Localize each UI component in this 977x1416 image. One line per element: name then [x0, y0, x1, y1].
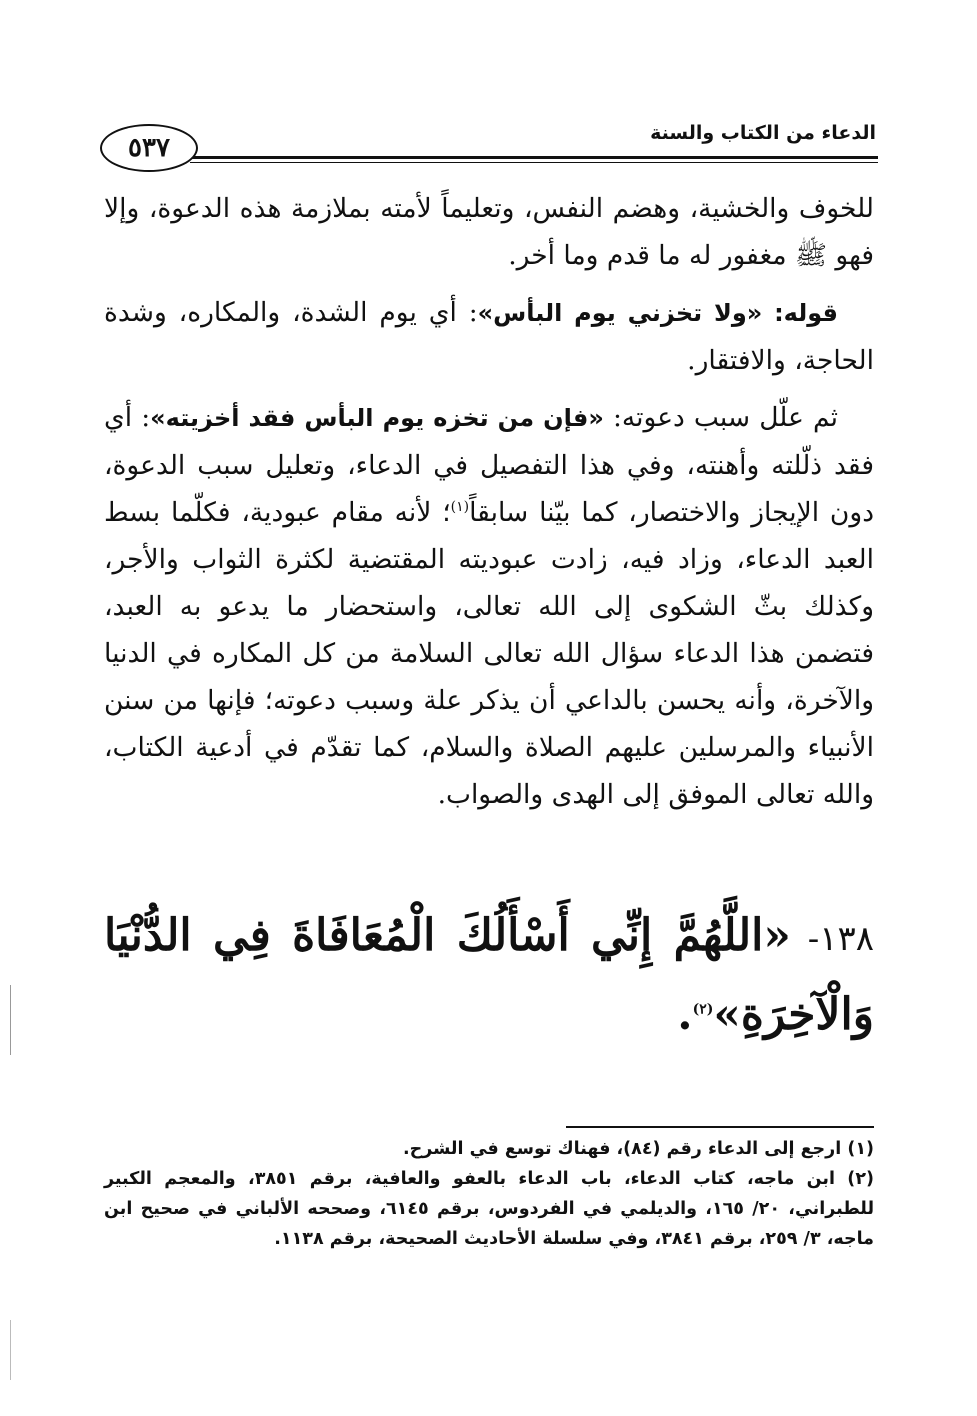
header-rule-thin	[190, 162, 878, 163]
footnote-1: (١) ارجع إلى الدعاء رقم (٨٤)، فهناك توسع في الشرح.	[402, 1139, 874, 1159]
footnote-marker-1: (١)	[450, 499, 470, 516]
footnote-2: (٢) ابن ماجه، كتاب الدعاء، باب الدعاء بالعفو والعافية، برقم ٣٨٥١، والمعجم الكبير للطبراني، ٢٠/ ١٦٥، والديلمي في الفردوس، برقم ٦١٤٥، وصححه الألباني في صحيح ابن ماجه، ٣/ ٢٥٩، برقم ٣٨٤١، وفي سلسلة الأحاديث الصحيحة، برقم ١١٣٨.	[104, 1169, 875, 1249]
footnote-rule	[566, 1126, 874, 1128]
scan-edge-mark	[10, 985, 11, 1055]
paragraph-2-quote: «ولا تخزني يوم البأس»	[477, 299, 763, 327]
footnote-marker-2: (٢)	[692, 1001, 714, 1018]
paragraph-2	[104, 289, 874, 384]
header-rule-thick	[190, 156, 878, 159]
running-title: الدعاء من الكتاب والسنة	[650, 122, 876, 144]
paragraph-3-part1: : أي فقد ذلّلته وأهنته، وفي هذا التفصيل في الدعاء، وتعليل سبب الدعوة، دون الإيجاز والاختصار، كما بيّنا سابقاً	[104, 402, 874, 528]
hadith-end: .	[677, 989, 693, 1040]
paragraph-1: للخوف والخشية، وهضم النفس، وتعليماً لأمته بملازمة هذه الدعوة، وإلا فهو ﷺ مغفور له ما قدم وما أخر.	[104, 193, 874, 271]
paragraph-2-rest: : أي يوم الشدة، والمكاره، وشدة الحاجة، والافتقار.	[104, 297, 874, 376]
paragraph-2-label: قوله:	[762, 299, 838, 327]
scan-edge-mark	[10, 1320, 11, 1380]
hadith-text: «اللَّهُمَّ إِنِّي أَسْأَلُكَ الْمُعَافَاةَ فِي الدُّنْيَا وَالْآخِرَةِ»	[104, 910, 874, 1040]
footnotes	[104, 1134, 874, 1254]
hadith-138	[104, 898, 874, 1053]
paragraph-3-quote: «فإن من تخزه يوم البأس فقد أخزيته»	[150, 404, 604, 432]
page-number: ٥٣٧	[100, 124, 198, 172]
page-header	[100, 112, 878, 182]
body-text	[104, 185, 874, 828]
paragraph-3-part2: ؛ لأنه مقام عبودية، فكلّما بسط العبد الدعاء، وزاد فيه، زادت عبوديته المقتضية لكثرة الثواب والأجر، وكذلك بثّ الشكوى إلى الله تعالى، واستحضار ما يدعو به العبد، فتضمن هذا الدعاء سؤال الله تعالى السلامة من كل المكاره في الدنيا والآخرة، وأنه يحسن بالداعي أن يذكر علة وسبب دعوته؛ فإنها من سنن الأنبياء والمرسلين عليهم الصلاة والسلام، كما تقدّم في أدعية الكتاب، والله تعالى الموفق إلى الهدى والصواب.	[104, 497, 874, 810]
hadith-number: ١٣٨-	[790, 919, 874, 959]
paragraph-3	[104, 394, 874, 818]
paragraph-3-intro: ثم علّل سبب دعوته:	[603, 402, 838, 433]
